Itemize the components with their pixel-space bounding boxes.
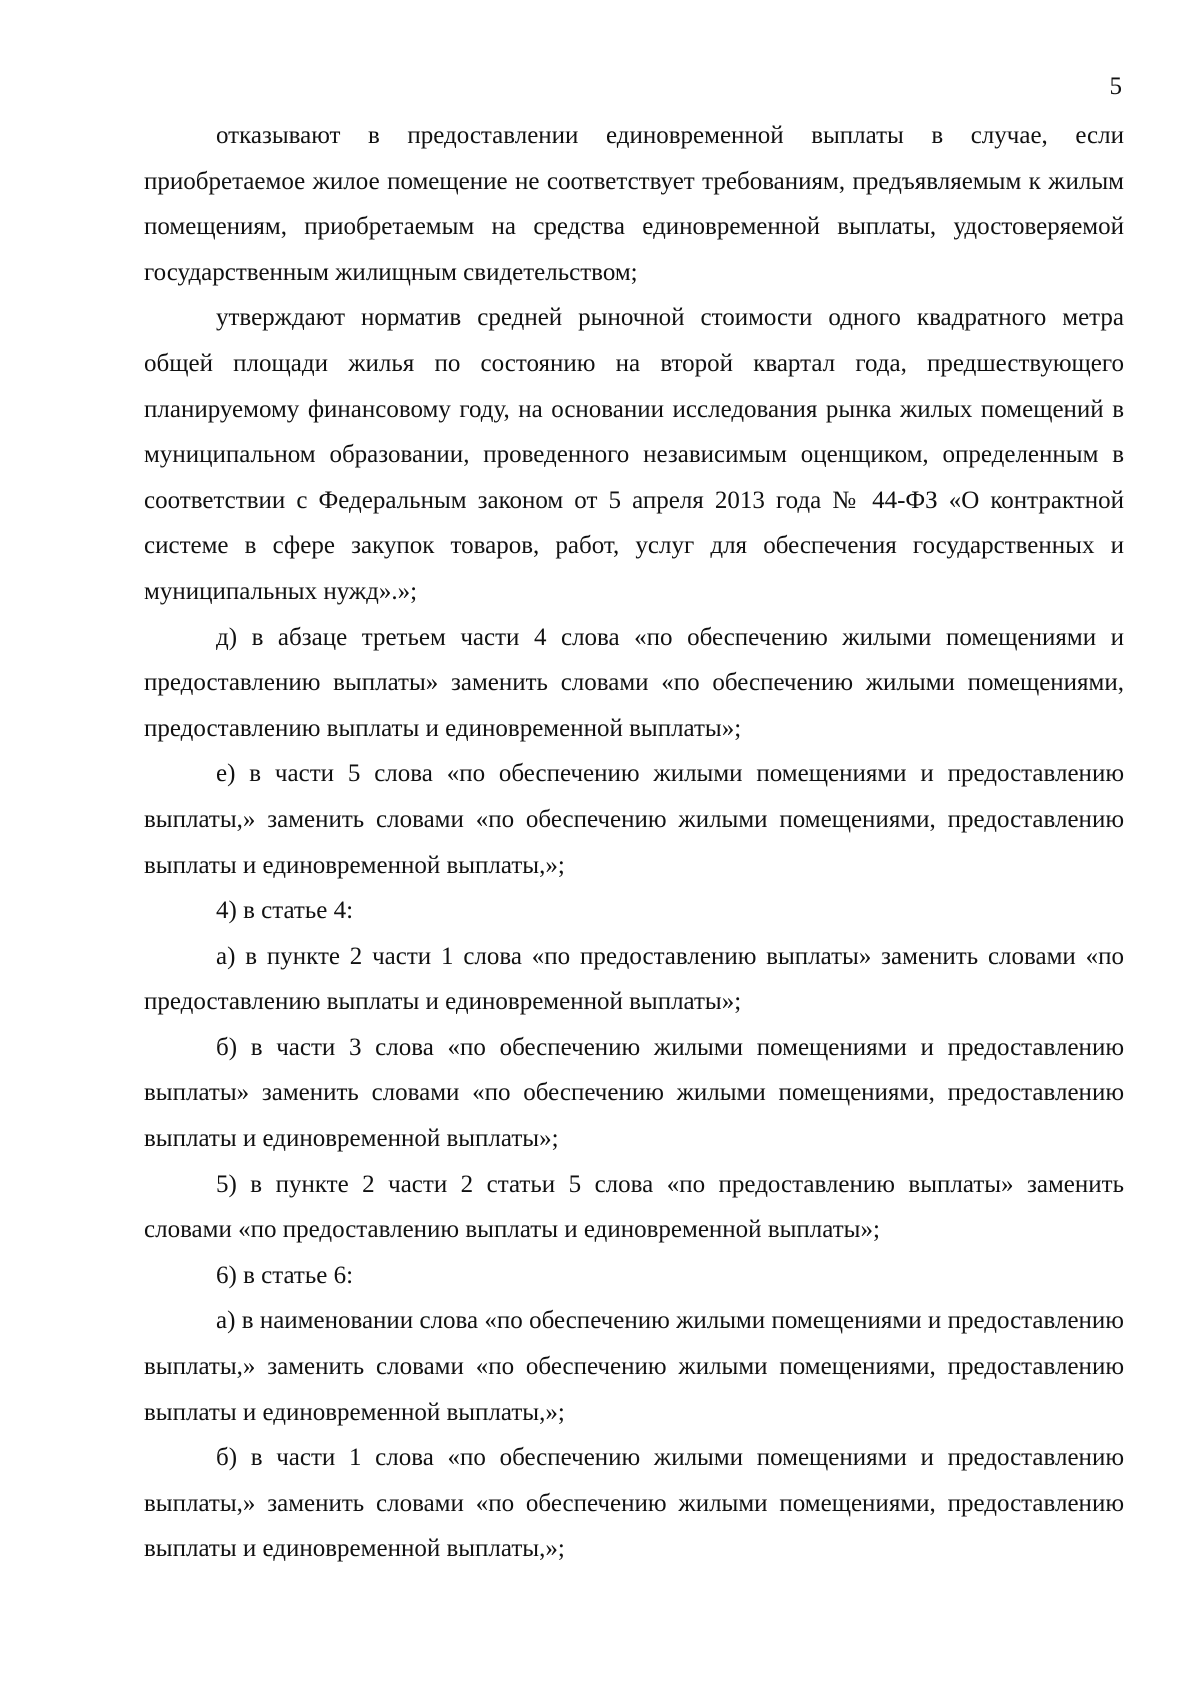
paragraph-article-4-item-b: б) в части 3 слова «по обеспечению жилыми помещениями и предоставлению выплаты» заменить словами «по обеспечению жилыми помещениями, предоставлению выплаты и единовременной выплаты»; <box>144 1033 1124 1153</box>
document-body <box>144 113 1124 1572</box>
paragraph-article-4: 4) в статье 4: <box>216 897 354 925</box>
paragraph-article-5: 5) в пункте 2 части 2 статьи 5 слова «по предоставлению выплаты» заменить словами «по предоставлению выплаты и единовременной выплаты»; <box>144 1170 1124 1244</box>
paragraph-article-6-item-a: а) в наименовании слова «по обеспечению жилыми помещениями и предоставлению выплаты,» заменить словами «по обеспечению жилыми помещениями, предоставлению выплаты и единовременной выплаты,»; <box>144 1307 1124 1426</box>
paragraph-article-4-item-a: а) в пункте 2 части 1 слова «по предоставлению выплаты» заменить словами «по предоставлению выплаты и единовременной выплаты»; <box>144 942 1124 1016</box>
paragraph-article-6-item-b: б) в части 1 слова «по обеспечению жилыми помещениями и предоставлению выплаты,» заменить словами «по обеспечению жилыми помещениями, предоставлению выплаты и единовременной выплаты,»; <box>144 1444 1124 1563</box>
paragraph-market-cost-norm: утверждают норматив средней рыночной стоимости одного квадратного метра общей площади жилья по состоянию на второй квартал года, предшествующего планируемому финансовому году, на основании исследования рынка жилых помещений в муниципальном образовании, проведенного независимым оценщиком, определенным в соответствии с Федеральным законом от 5 апреля 2013 года № 44-ФЗ «О контрактной системе в сфере закупок товаров, работ, услуг для обеспечения государственных и муниципальных нужд».»; <box>144 304 1124 605</box>
paragraph-item-d: д) в абзаце третьем части 4 слова «по обеспечению жилыми помещениями и предоставлению выплаты» заменить словами «по обеспечению жилыми помещениями, предоставлению выплаты и единовременной выплаты»; <box>144 623 1124 742</box>
page-number: 5 <box>1109 73 1122 100</box>
paragraph-article-6: 6) в статье 6: <box>216 1261 354 1289</box>
paragraph-refusal-clause: отказывают в предоставлении единовременной выплаты в случае, если приобретаемое жилое помещение не соответствует требованиям, предъявляемым к жилым помещениям, приобретаемым на средства единовременной выплаты, удостоверяемой государственным жилищным свидетельством; <box>144 122 1124 286</box>
paragraph-item-e: е) в части 5 слова «по обеспечению жилыми помещениями и предоставлению выплаты,» заменить словами «по обеспечению жилыми помещениями, предоставлению выплаты и единовременной выплаты,»; <box>144 760 1124 879</box>
